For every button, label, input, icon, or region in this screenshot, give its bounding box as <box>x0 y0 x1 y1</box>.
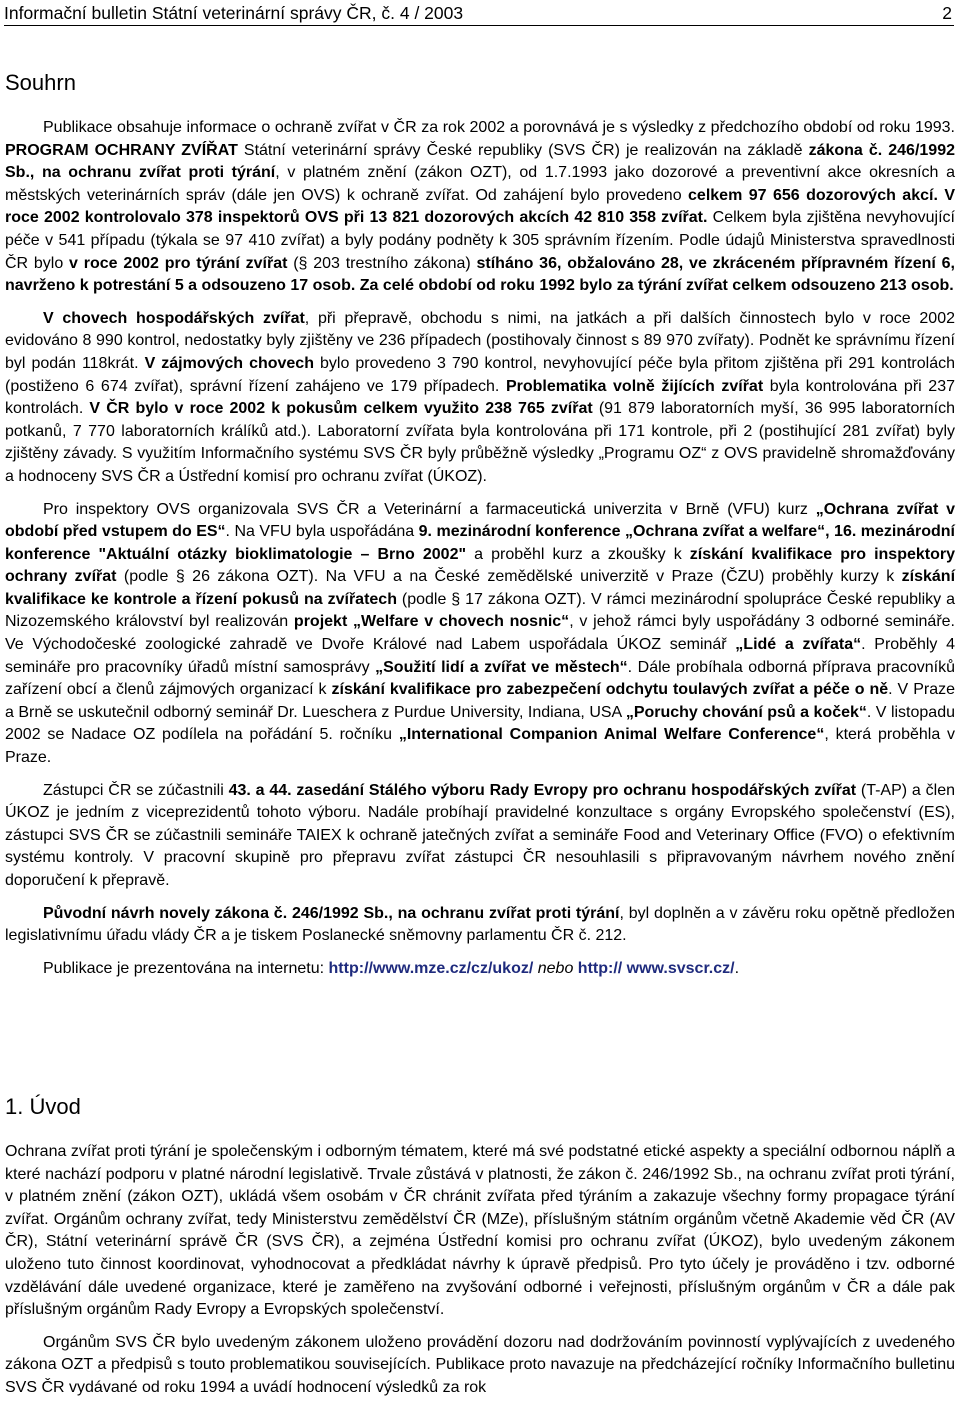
uvod-section <box>5 1141 955 1400</box>
text-run: Publikace je prezentována na internetu: <box>43 959 329 977</box>
text-run: (§ 203 trestního zákona) <box>287 254 477 272</box>
text-run: (podle § 17 zákona OZT). V rámci mezinárodní spolupráce České republiky a Nizozemského království byl realizován <box>5 590 955 631</box>
bold-text: získání kvalifikace pro zabezpečení odchytu toulavých zvířat a péče o ně <box>331 681 889 699</box>
text-run: , v jehož rámci byly uspořádány 3 odborné semináře. Ve Východočeské zoologické zahradě ve Dvoře Králové nad Labem uspořádala ÚKOZ seminář <box>5 613 955 654</box>
souhrn-paragraph-3 <box>5 499 955 770</box>
text-run: . Na VFU byla uspořádána <box>225 523 419 541</box>
souhrn-paragraph-6 <box>5 958 955 981</box>
text-run: (91 879 laboratorních myší, 36 995 laboratorních potkanů, 7 770 laboratorních králíků atd.). Laboratorní zvířata byla kontrolována při 171 kontrole, při 2 (postihující 281 zvířat) byly zjištěny závady. S využitím Informačního systému SVS ČR byly průběžně výsledky „Programu OZ“ z OVS pravidelně shromažďovány a hodnoceny SVS ČR a Ústřední komisí pro ochranu zvířat (ÚKOZ). <box>5 400 956 485</box>
uvod-paragraph-1 <box>5 1141 955 1322</box>
text-run: (podle § 26 zákona OZT). Na VFU a na České zemědělské univerzitě v Praze (ČZU) proběhly kurzy k <box>116 568 902 586</box>
bold-text: „Poruchy chování psů a koček“ <box>625 703 867 721</box>
bold-text: V roce 2002 kontrolovalo 378 inspektorů OVS při 13 821 dozorových akcích 42 810 358 zvířat. <box>5 186 955 227</box>
bold-text: „Ochrana zvířat v období před vstupem do ES“ <box>5 500 956 541</box>
text-run: , která proběhla v Praze. <box>5 726 956 767</box>
text-run: . V Praze a Brně se uskutečnil odborný seminář Dr. Lueschera z Purdue University, Indiana, USA <box>5 681 956 721</box>
text-run: Zástupci ČR se zúčastnili <box>43 781 229 799</box>
running-header <box>4 3 954 26</box>
web-link[interactable]: http:// www.svscr.cz/ <box>577 959 735 977</box>
text-run: , v platném znění (zákon OZT), od 1.7.1993 jako dozorové a preventivní akce okresních a městských veterinárních správ (dále jen OVS) k ochraně zvířat. Od zahájení bylo provedeno <box>5 164 955 204</box>
bold-text: „Soužití lidí a zvířat ve městech“ <box>375 658 628 676</box>
text-run: . V listopadu 2002 se Nadace OZ podílela na pořádání 5. ročníku <box>5 703 955 744</box>
text-run: . Proběhly 4 semináře pro pracovníky úřadů místní samosprávy <box>5 636 955 676</box>
text-run: Pro inspektory OVS organizovala SVS ČR a Veterinární a farmaceutická univerzita v Brně (VFU) kurz <box>43 500 816 518</box>
souhrn-paragraph-2 <box>5 308 955 489</box>
text-run: bylo provedeno 3 790 kontrol, nevyhovující péče byla přitom zjištěna při 291 kontrolách (postiženo 6 674 zvířat), správní řízení zahájeno ve 179 případech. <box>5 354 955 395</box>
bold-text: v roce 2002 pro týrání zvířat <box>69 254 288 272</box>
text-run: . Dále probíhala odborná příprava pracovníků zařízení obcí a členů zájmových organizací k <box>5 658 955 699</box>
souhrn-paragraph-4 <box>5 780 955 893</box>
souhrn-paragraph-5 <box>5 903 955 948</box>
section-heading-uvod: 1. Úvod <box>5 1094 81 1119</box>
text-run: Celkem byla zjištěna nevyhovující péče v 541 případu (týkala se 97 410 zvířat) a byly podány podněty k 305 správním řízením. Podle údajů Ministerstva spravedlnosti ČR bylo <box>5 209 956 272</box>
bold-text: 43. a 44. zasedání Stálého výboru Rady Evropy pro ochranu hospodářských zvířat <box>228 781 857 799</box>
bold-text: Za celé období od roku 1992 bylo za týrání zvířat celkem odsouzeno 213 osob. <box>359 277 954 295</box>
bold-text: V zájmových chovech <box>144 354 314 372</box>
bold-text: V chovech hospodářských zvířat <box>43 309 305 327</box>
page-number: 2 <box>942 3 952 23</box>
text-run: , byl doplněn a v závěru roku opětně předložen legislativnímu úřadu vlády ČR a je tiskem Poslanecké sněmovny parlamentu ČR č. 212. <box>5 904 956 945</box>
text-run: Státní veterinární správy České republiky (SVS ČR) je realizován na základě <box>237 141 809 159</box>
text-run: (T-AP) a člen ÚKOZ je jedním z viceprezidentů tohoto výboru. Nadále probíhají pravidelné konzultace s orgány Evropského společenství (ES), zástupci SVS ČR se zúčastnili semináře TAIEX k ochraně jatečných zvířat a semináře Food and Veterinary Office (FVO) o efektivním systému kontroly. V pracovní skupině pro přepravu zvířat zástupci ČR nesouhlasili s připravovaným návrhem nového znění doporučení k přepravě. <box>5 781 956 889</box>
text-run: Ochrana zvířat proti týrání je společenským i odborným tématem, které má své podstatné etické aspekty a speciální odbornou náplň a které nachází podporu v platné národní legislativě. Trvale zůstává v platnosti, že zákon č. 246/1992 Sb., na ochranu zvířat proti týrání, v platném znění (zákon OZT), ukládá všem osobám v ČR chránit zvířata před týráním a zakazuje všechny formy propagace týrání zvířat. Orgánům ochrany zvířat, tedy Ministerstvu zemědělství ČR (MZe), příslušným státním orgánům včetně Akademie věd ČR (AV ČR), Státní veterinární správě ČR (SVS ČR), a zejména Ústřední komisi pro ochranu zvířat (ÚKOZ), bylo uvedeným zákonem uloženo tuto činnost koordinovat, vyhodnocovat a předkládat návrhy k úpravě předpisů. Pro tyto účely je prováděno i tzv. odborné vzdělávání dále uvedené organizace, které je zaměřeno na zvyšování odborné i veřejnosti, příslušným orgánům v ČR a dále pak příslušným orgánům Rady Evropy a Evropských společenství. <box>5 1143 955 1319</box>
bold-text: stíháno 36, obžalováno 28, ve zkráceném přípravném řízení 6, navrženo k potrestání 5 a odsouzeno 17 osob. <box>5 254 956 295</box>
souhrn-section <box>5 117 955 980</box>
text-run: . <box>734 959 740 977</box>
text-run: Publikace obsahuje informace o ochraně zvířat v ČR za rok 2002 a porovnává je s výsledky z předchozího období od roku 1993. <box>43 119 955 136</box>
italic-text: nebo <box>537 959 574 977</box>
bold-text: projekt „Welfare v chovech nosnic“ <box>293 613 570 631</box>
section-heading-souhrn: Souhrn <box>5 70 76 95</box>
text-run: Orgánům SVS ČR bylo uvedeným zákonem uloženo provádění dozoru nad dodržováním povinností vyplývajících z uvedeného zákona OZT a předpisů s touto problematikou souvisejících. Publikace proto navazuje na předcházející ročníky Informačního bulletinu SVS ČR vydávané od roku 1994 a uvádí hodnocení výsledků za rok <box>5 1333 955 1396</box>
bold-text: „Lidé a zvířata“ <box>735 636 862 654</box>
bulletin-title: Informační bulletin Státní veterinární správy ČR, č. 4 / 2003 <box>4 3 464 23</box>
bold-text: zákona č. 246/1992 Sb., na ochranu zvířat proti týrání <box>5 141 955 182</box>
text-run: , při přepravě, obchodu s nimi, na jatkách a při dalších činnostech bylo v roce 2002 evidováno 8 990 kontrol, nedostatky byly zjištěny ve 236 případech (postihovaly činnost s 89 970 zvířaty). Podnět ke správnímu řízení byl podán 118krát. <box>5 309 955 372</box>
uvod-paragraph-2 <box>5 1332 955 1400</box>
bold-text: Problematika volně žijících zvířat <box>505 377 764 395</box>
bold-text: celkem 97 656 dozorových akcí. <box>688 186 938 204</box>
bold-text: „International Companion Animal Welfare Conference“ <box>398 726 825 744</box>
bold-text: 9. mezinárodní konference „Ochrana zvířat a welfare“, 16. mezinárodní konference "Aktuální otázky bioklimatologie – Brno 2002" <box>5 523 956 563</box>
bold-text: získání kvalifikace ke kontrole a řízení pokusů na zvířatech <box>5 568 956 608</box>
text-run: byla kontrolována při 237 kontrolách. <box>5 377 955 418</box>
text-run: a proběhl kurz a zkoušky k <box>466 545 690 563</box>
bold-text: Původní návrh novely zákona č. 246/1992 Sb., na ochranu zvířat proti týrání <box>43 904 620 922</box>
bold-text: PROGRAM OCHRANY ZVÍŘAT <box>5 141 238 159</box>
bold-text: získání kvalifikace pro inspektory ochrany zvířat <box>5 545 956 586</box>
souhrn-paragraph-1 <box>5 117 955 298</box>
bold-text: V ČR bylo v roce 2002 k pokusům celkem využito 238 765 zvířat <box>89 400 593 418</box>
web-link[interactable]: http://www.mze.cz/cz/ukoz/ <box>328 959 534 977</box>
